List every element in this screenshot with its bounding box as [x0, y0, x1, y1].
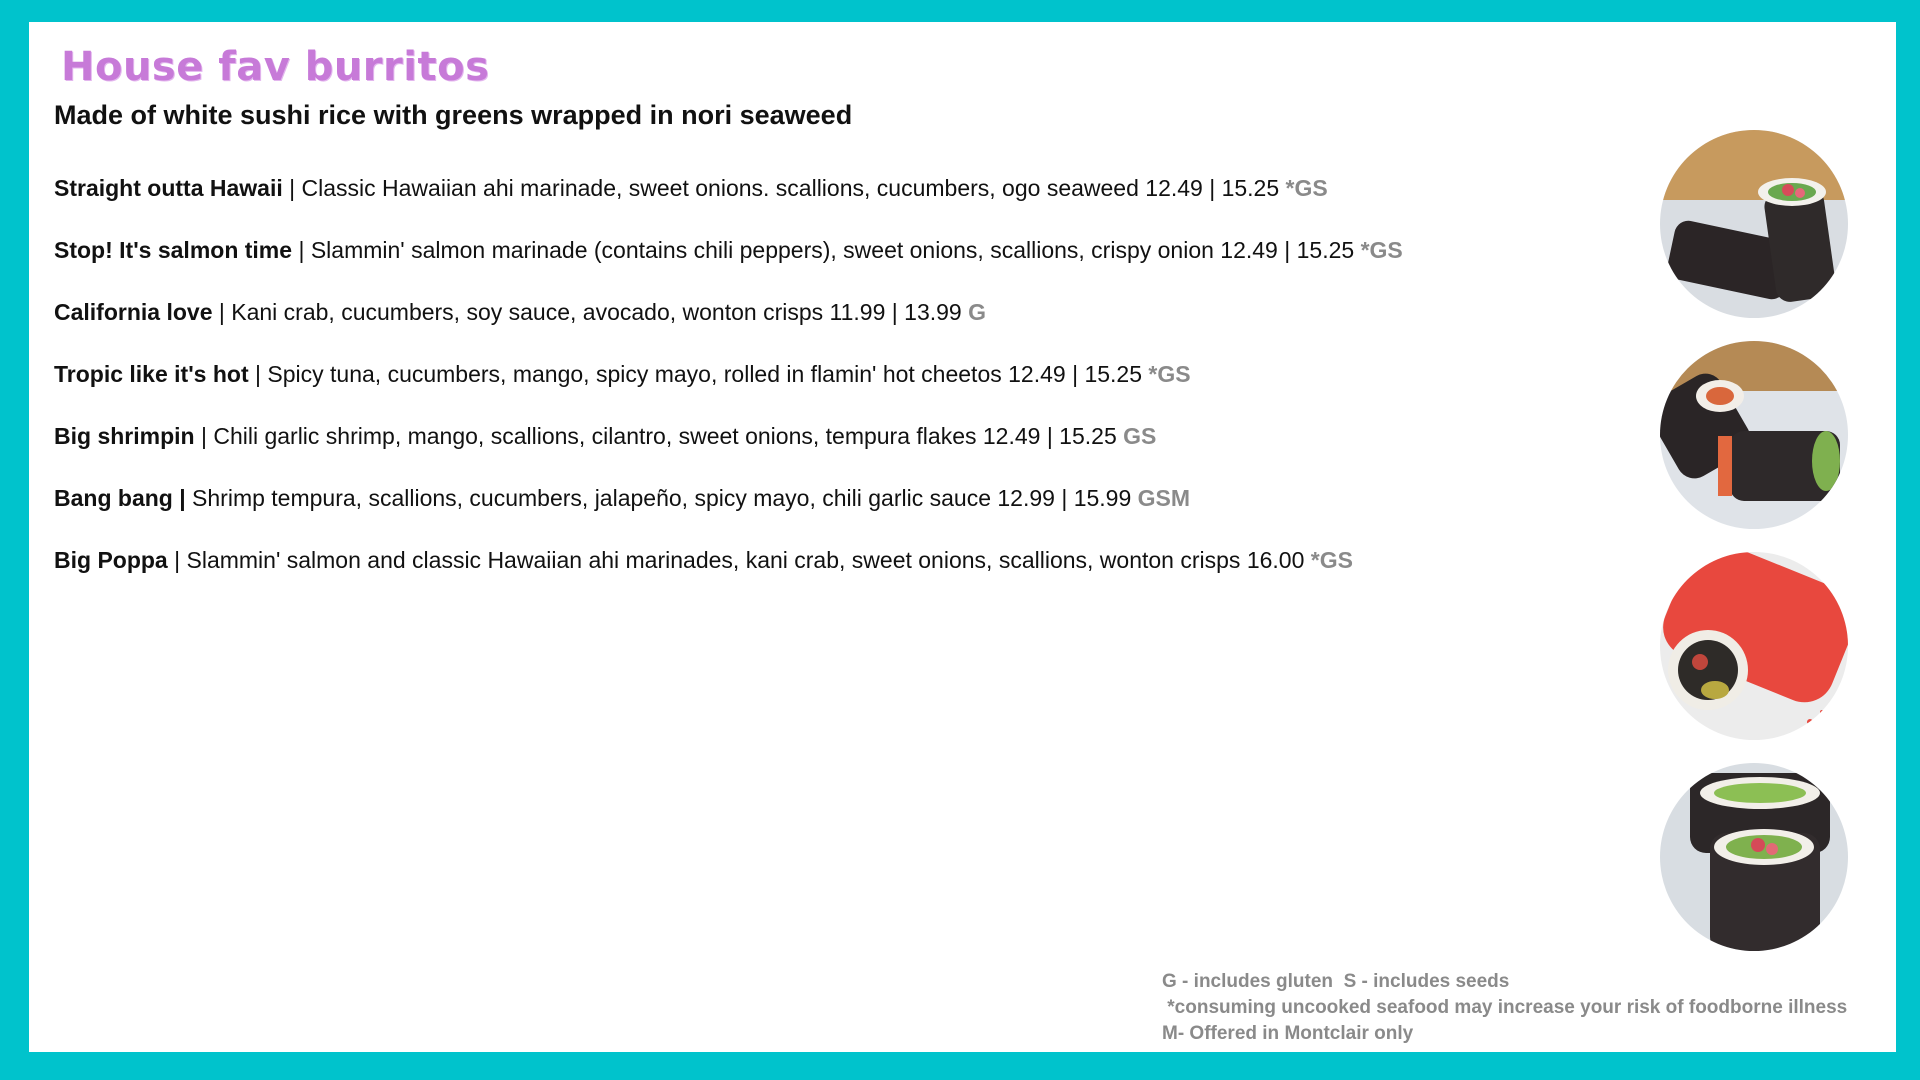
item-allergen-tag: G [968, 299, 986, 325]
page-subtitle: Made of white sushi rice with greens wrapped in nori seaweed [54, 100, 853, 130]
menu-card [29, 22, 1896, 1052]
item-separator: | [218, 299, 225, 325]
menu-item [54, 168, 1654, 230]
item-description: Slammin' salmon marinade (contains chili peppers), sweet onions, scallions, crispy onion 12.49 | 15.25 [310, 237, 1355, 263]
item-allergen-tag: *GS [1285, 175, 1328, 201]
item-description: Classic Hawaiian ahi marinade, sweet onions. scallions, cucumbers, ogo seaweed 12.49 | 15.25 [301, 175, 1280, 201]
item-description: Chili garlic shrimp, mango, scallions, cilantro, sweet onions, tempura flakes 12.49 | 15.25 [213, 423, 1117, 449]
menu-item [54, 478, 1654, 540]
item-allergen-tag: *GS [1360, 237, 1403, 263]
burrito-photo [1660, 552, 1848, 740]
legend-line-warning: *consuming uncooked seafood may increase your risk of foodborne illness [1162, 997, 1848, 1018]
item-separator: | [255, 361, 261, 387]
burrito-photo [1660, 763, 1848, 951]
item-name: Stop! It's salmon time [54, 237, 293, 263]
legend-line-location: M- Offered in Montclair only [1162, 1023, 1414, 1044]
item-name: Straight outta Hawaii [54, 175, 283, 201]
item-name: Big shrimpin [54, 423, 195, 449]
item-name: Tropic like it's hot [54, 361, 249, 387]
item-name: California love [54, 299, 213, 325]
menu-item [54, 354, 1654, 416]
item-allergen-tag: *GS [1310, 547, 1353, 573]
menu-list [54, 168, 1654, 602]
menu-item [54, 230, 1654, 292]
photo-column [1660, 130, 1850, 974]
item-separator: | [298, 237, 305, 263]
item-allergen-tag: GSM [1137, 485, 1191, 511]
menu-item [54, 416, 1654, 478]
item-separator: | [174, 547, 181, 573]
item-description: Slammin' salmon and classic Hawaiian ahi marinades, kani crab, sweet onions, scallions, wonton crisps 16.00 [186, 547, 1305, 573]
item-description: Kani crab, cucumbers, soy sauce, avocado, wonton crisps 11.99 | 13.99 [231, 299, 962, 325]
burrito-photo [1660, 341, 1848, 529]
item-name: Big Poppa [54, 547, 168, 573]
allergen-legend [1162, 969, 1847, 1047]
item-separator: | [200, 423, 207, 449]
item-separator: | [289, 175, 296, 201]
item-allergen-tag: GS [1123, 423, 1157, 449]
item-allergen-tag: *GS [1148, 361, 1191, 387]
burrito-photo [1660, 130, 1848, 318]
item-description: Shrimp tempura, scallions, cucumbers, jalapeño, spicy mayo, chili garlic sauce 12.99 | 15.99 [192, 485, 1132, 511]
legend-line-allergens: G - includes gluten S - includes seeds [1162, 971, 1510, 992]
page-title: House fav burritos [61, 44, 490, 90]
menu-item [54, 292, 1654, 354]
item-description: Spicy tuna, cucumbers, mango, spicy mayo, rolled in flamin' hot cheetos 12.49 | 15.25 [267, 361, 1142, 387]
item-name: Bang bang | [54, 485, 186, 511]
menu-item [54, 540, 1654, 602]
